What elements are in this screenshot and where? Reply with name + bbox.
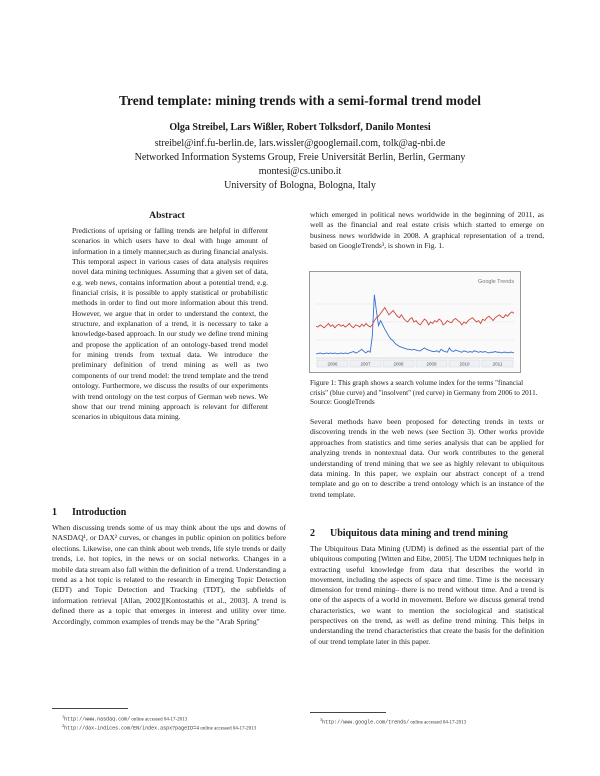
footnote-rule-right <box>310 712 386 713</box>
paper-title: Trend template: mining trends with a semi-formal trend model <box>118 93 482 108</box>
section-1-text: When discussing trends some of us may think about the ups and downs of NASDAQ¹, or DAX² curves, or changes in public opinion on politics before elections. Likewise, one can think about web trends, life style trends or daily trends, i.e. hot topics, in the news or on social networks. Changes in a mobile data stream also fall within the definition of a trend. Understanding a trend as a hot topic is related to the research in Emerging Topic Detection (EDT) and Topic Detection and Tracking (TDT), the subfields of information retrieval [Allan, 2002][Kontostathis et al., 2003]. A trend is defined there as a topic that emerges in interest and utility over time. Accordingly, common examples of trends may be the "Arab Spring" <box>52 523 286 626</box>
footnote-2: $^2$http://dax-indices.com/EN/index.aspx?pageID=4 online accessed 04-17-2013 <box>62 723 257 732</box>
right-intro-text: which emerged in political news worldwide in the beginning of 2011, as well as the financial and real estate crisis which started to emerge on business news worldwide in 2008. A graphical representation of a trend, based on GoogleTrends³, is shown in Fig. 1. <box>310 210 544 251</box>
figure-1 <box>309 271 521 373</box>
x-tick-label-2010: 2010 <box>459 361 470 367</box>
x-tick-label-2009: 2009 <box>426 361 437 367</box>
author-emails: streibel@inf.fu-berlin.de, lars.wissler@googlemail.com, tolk@ag-nbi.de <box>154 138 446 149</box>
abstract-text: Predictions of uprising or falling trends are helpful in different scenarios in which users have to deal with huge amount of information in a timely manner,such as during financial analysis. This temporal aspect in various cases of data analysis requires novel data mining techniques. Assuming that a given set of data, e.g. web news, contains information about a potential trend, e.g. financial crisis, it is possible to apply statistical or probabilistic methods in order to find out more information about this trend. However, we argue that in order to understand the context, the structure, and explanation of a trend, it is necessary to take a knowledge-based approach. In our study we define trend mining and propose the application of an ontology-based trend model for mining trends from textual data. We introduce the preliminary definition of trend mining as well as two components of our trend model: the trend template and the trend ontology. Furthermore, we discuss the results of our experiments with trend ontology on the test corpus of German web news. We show that our trend mining approach is relevant for different scenarios in ubiquitous data mining. <box>72 226 268 422</box>
section-2-text: The Ubiquitous Data Mining (UDM) is defined as the essential part of the ubiquitous computing [Witten and Eibe, 2005]. The UDM techniques help in extracting useful knowledge from data that describes the world in movement, including the aspects of space and time. Time is the necessary dimension for trend mining– there is no trend without time. And a trend is one of the aspects of a world in movement. Before we discuss general trend characteristics, we want to mention the sociological and statistical perspectives on the trend, as well as define trend mining. This helps in understanding the trend characteristics that create the basis for the definition of our trend template later in this paper. <box>310 544 544 646</box>
footnote-1: $^1$http://www.nasdaq.com/ online accessed 04-17-2013 <box>62 714 188 723</box>
series-line-financial-crisis <box>316 295 514 354</box>
institution-fu-berlin: Networked Information Systems Group, Freie Universität Berlin, Berlin, Germany <box>134 152 466 163</box>
google-trends-chart <box>310 272 520 372</box>
chart-title: Google Trends <box>478 279 515 285</box>
footnote-rule-left <box>52 708 128 709</box>
x-tick-label-2006: 2006 <box>327 361 338 367</box>
authors: Olga Streibel, Lars Wißler, Robert Tolksdorf, Danilo Montesi <box>169 122 431 133</box>
section-2-heading: 2 Ubiquitous data mining and trend mining <box>310 528 508 539</box>
series-line-insolvent <box>316 308 514 328</box>
x-tick-label-2008: 2008 <box>393 361 404 367</box>
x-tick-label-2007: 2007 <box>360 361 371 367</box>
right-paragraph-2: Several methods have been proposed for detecting trends in texts or discovering trends in the web news (see Section 3). Other works provide approaches from statistics and time series analysis that can be applied for analyzing trends in nontextual data. Our work contributes to the general understanding of trend mining that we see as highly relevant to ubiquitous data mining. In this paper, we explain our abstract concept of a trend template and go on to describe a trend ontology which is an instance of the trend template. <box>310 417 544 499</box>
institution-bologna: University of Bologna, Bologna, Italy <box>224 180 376 191</box>
abstract-heading: Abstract <box>149 210 185 221</box>
section-1-heading: 1 Introduction <box>52 507 127 518</box>
footnote-3: $^3$http://www.google.com/trends/ online accessed 04-17-2013 <box>320 717 467 726</box>
figure-1-caption: Figure 1: This graph shows a search volume index for the terms "financial crisis" (blue curve) and "insolvent" (red curve) in Germany from 2006 to 2011. Source: GoogleTrends <box>310 379 538 407</box>
author-email-montesi: montesi@cs.unibo.it <box>258 166 342 177</box>
x-tick-label-2011: 2011 <box>492 361 503 367</box>
